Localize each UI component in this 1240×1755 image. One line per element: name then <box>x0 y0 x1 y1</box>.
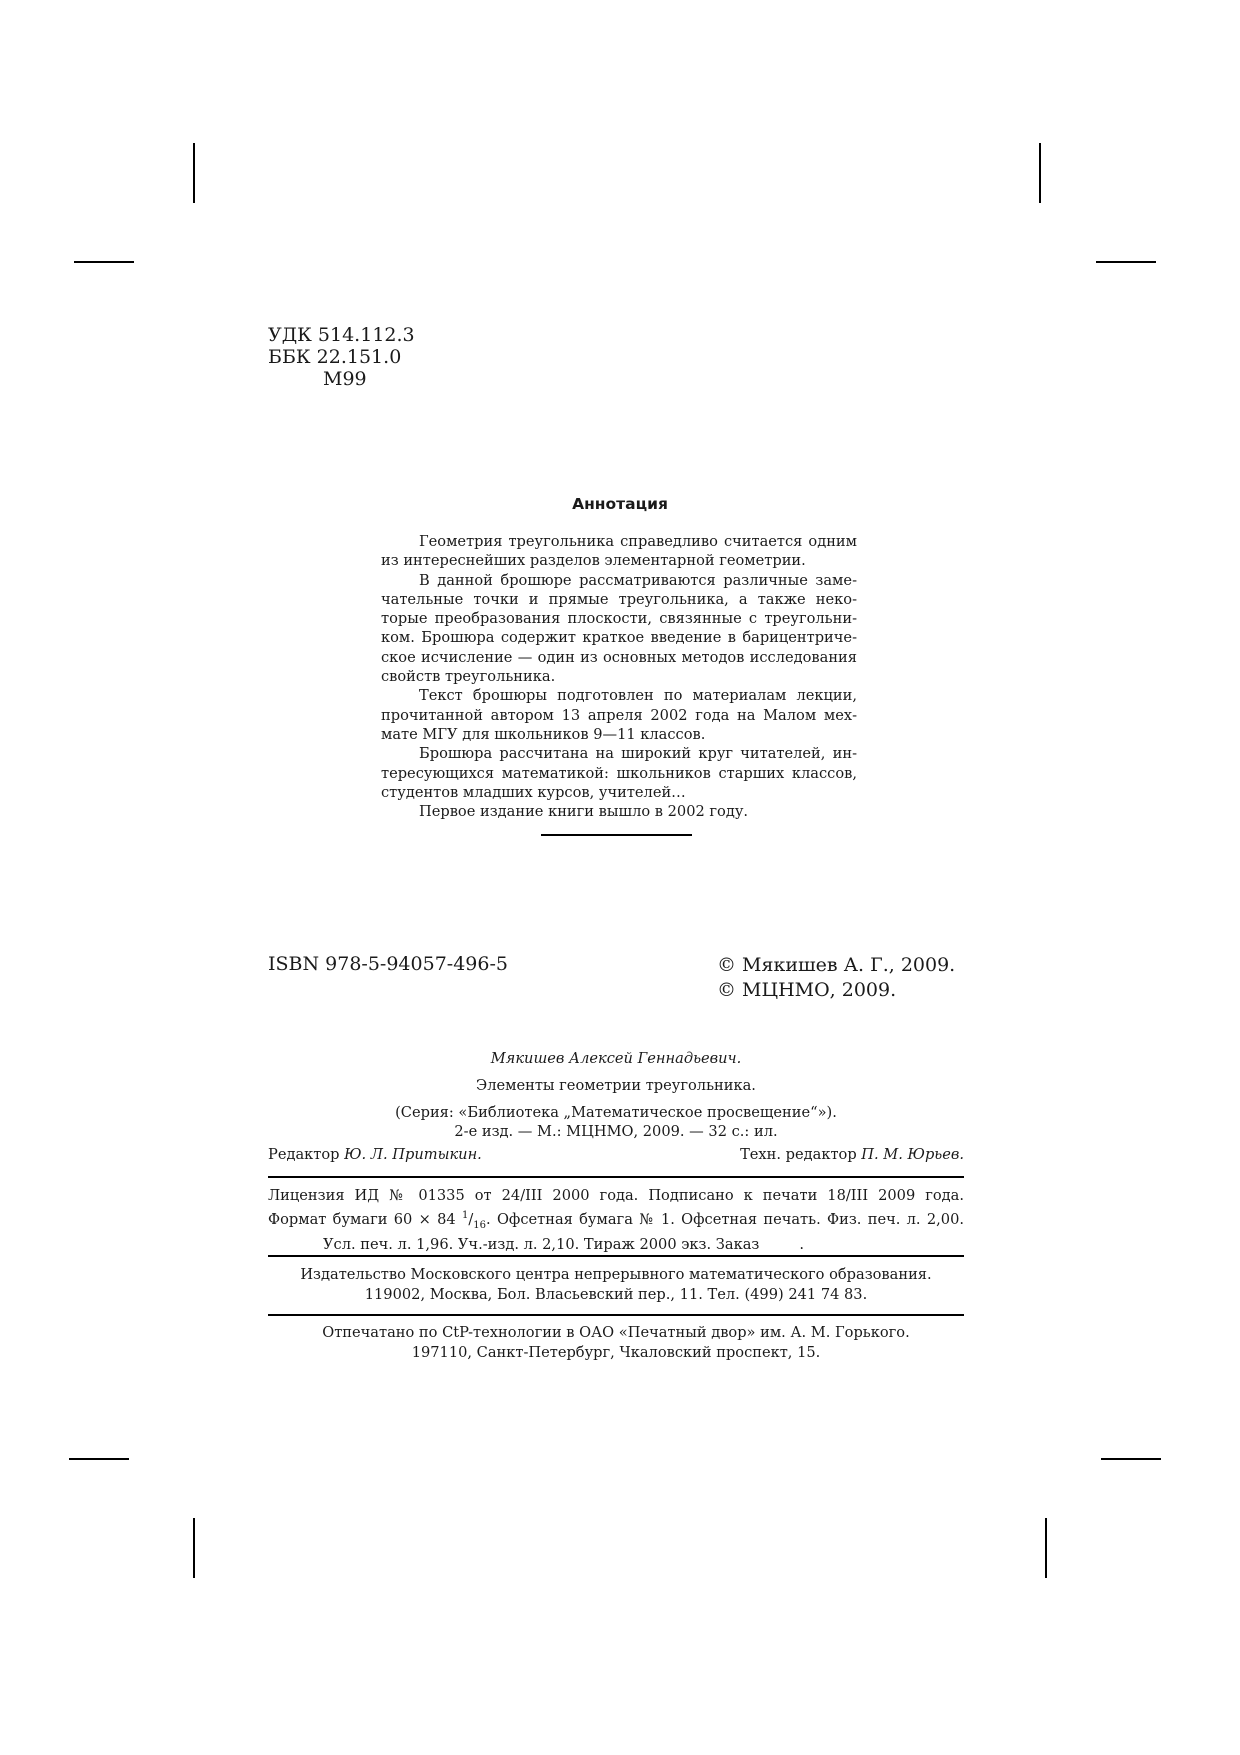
crop-mark-top-right-horizontal <box>1096 261 1156 263</box>
printer-address: 197110, Санкт-Петербург, Чкаловский проспект, 15. <box>411 1343 821 1361</box>
crop-mark-bottom-right-vertical <box>1045 1518 1047 1578</box>
catalog-record <box>268 1049 964 1141</box>
divider-rule <box>268 1314 964 1316</box>
copyright-publisher: © МЦНМО, 2009. <box>717 979 897 1001</box>
format-numerator: 1 <box>461 1209 469 1221</box>
annotation-title: Аннотация <box>572 495 668 513</box>
format-prefix: Формат бумаги 60 × 84 <box>268 1210 456 1228</box>
printer-info <box>268 1323 964 1362</box>
format-suffix: . Офсетная бумага № 1. Офсетная печать. Физ. печ. л. 2,00. <box>486 1210 964 1228</box>
catalog-edition: 2-е изд. — М.: МЦНМО, 2009. — 32 с.: ил. <box>454 1123 778 1140</box>
cutter-code: М99 <box>323 368 367 390</box>
publisher-name: Издательство Московского центра непрерывного математического образования. <box>300 1266 932 1283</box>
print-run-line <box>268 1235 964 1255</box>
annotation-divider <box>541 834 692 836</box>
copyright-block <box>717 953 955 1003</box>
catalog-author: Мякишев Алексей Геннадьевич. <box>490 1050 742 1067</box>
crop-mark-top-left-horizontal <box>74 261 134 263</box>
annotation-paragraph: Брошюра рассчитана на широкий круг читателей, интересующихся математикой: школьников старших классов, студентов младших курсов, учителей… <box>381 745 857 801</box>
print-run-end: . <box>799 1235 805 1253</box>
editors-line <box>268 1146 964 1163</box>
crop-mark-bottom-left-horizontal <box>69 1458 129 1460</box>
print-run-text: Усл. печ. л. 1,96. Уч.-изд. л. 2,10. Тираж 2000 экз. Заказ <box>323 1235 760 1253</box>
crop-mark-bottom-left-vertical <box>193 1518 195 1578</box>
publisher-address: 119002, Москва, Бол. Власьевский пер., 11. Тел. (499) 241 74 83. <box>364 1285 868 1303</box>
tech-editor-label: Техн. редактор <box>740 1146 857 1163</box>
editor <box>268 1146 482 1163</box>
format-denominator: 16 <box>473 1219 487 1231</box>
annotation-paragraph: Первое издание книги вышло в 2002 году. <box>419 803 749 821</box>
udk-code: УДК 514.112.3 <box>268 324 415 346</box>
tech-editor <box>740 1146 964 1163</box>
annotation-paragraph: Текст брошюры подготовлен по материалам лекции, прочитанной автором 13 апреля 2002 года на Малом мехмате МГУ для школьников 9—11 классов. <box>381 687 857 743</box>
publisher-info <box>268 1265 964 1304</box>
divider-rule <box>268 1176 964 1178</box>
copyright-author: © Мякишев А. Г., 2009. <box>717 954 956 976</box>
classification-codes <box>268 324 415 390</box>
catalog-series: (Серия: «Библиотека „Математическое просвещение“»). <box>395 1104 837 1121</box>
catalog-title: Элементы геометрии треугольника. <box>476 1077 756 1094</box>
license-line: Лицензия ИД № 01335 от 24/III 2000 года. Подписано к печати 18/III 2009 года. <box>268 1187 964 1204</box>
printer-name: Отпечатано по CtP-технологии в ОАО «Печатный двор» им. А. М. Горького. <box>322 1324 910 1341</box>
annotation-paragraph: Геометрия треугольника справедливо считается одним из интереснейших разделов элементарной геометрии. <box>381 533 857 570</box>
annotation-body <box>381 532 857 821</box>
tech-editor-name: П. М. Юрьев. <box>861 1146 964 1163</box>
bbk-code: ББК 22.151.0 <box>268 346 402 368</box>
divider-rule <box>268 1255 964 1257</box>
crop-mark-top-right-vertical <box>1039 143 1041 203</box>
editor-name: Ю. Л. Притыкин. <box>344 1146 482 1163</box>
isbn: ISBN 978-5-94057-496-5 <box>268 953 508 975</box>
crop-mark-bottom-right-horizontal <box>1101 1458 1161 1460</box>
crop-mark-top-left-vertical <box>193 143 195 203</box>
annotation-paragraph: В данной брошюре рассматриваются различные замечательные точки и прямые треугольника, а также некоторые преобразования плоскости, связянные с треугольником. Брошюра содержит краткое введение в барицентрическое исчисление — один из основных методов исследования свойств треугольника. <box>381 571 857 686</box>
editor-label: Редактор <box>268 1146 340 1163</box>
license-block <box>268 1186 964 1254</box>
format-line: Формат бумаги 60 × 84 $^1/_{16}$. Офсетная бумага № 1. Офсетная печать. Физ. печ. л. 2,00. <box>268 1209 964 1231</box>
